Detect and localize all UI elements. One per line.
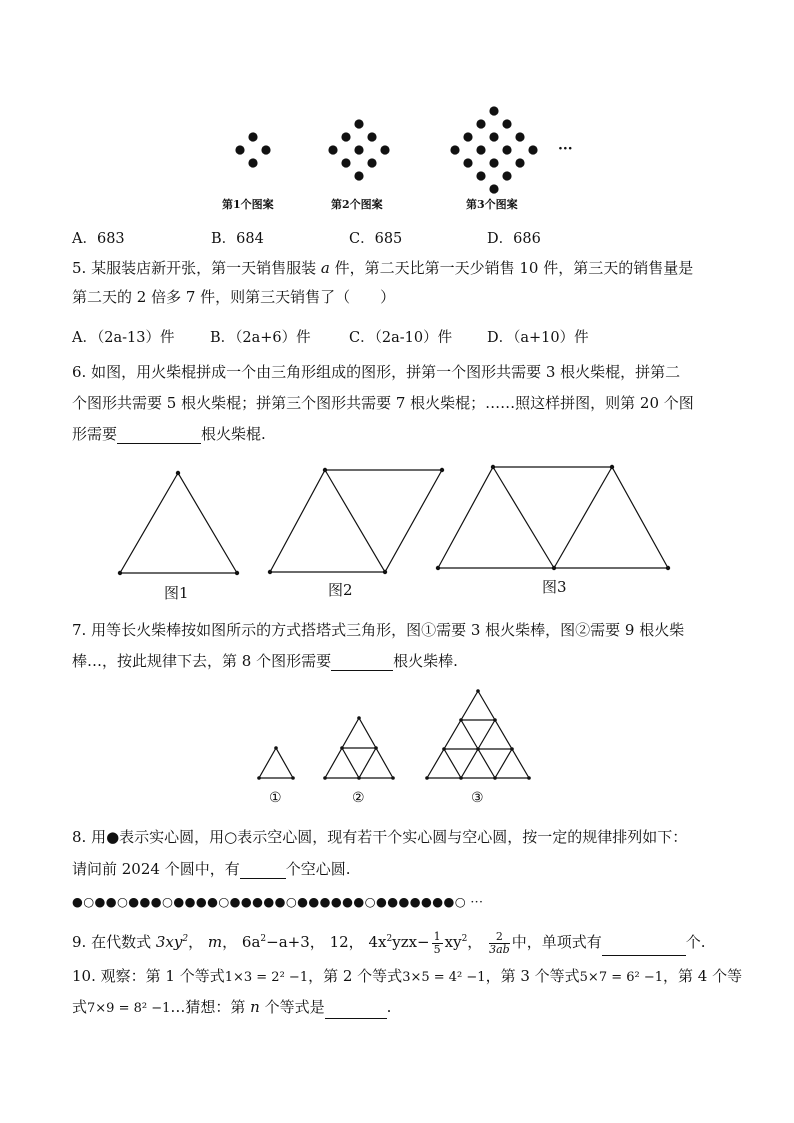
q9-expr-1: $3xy^2$ bbox=[155, 933, 189, 951]
pattern-caption-3: 第3个图案 bbox=[466, 198, 518, 211]
pattern-caption-1: 第1个图案 bbox=[222, 198, 274, 211]
q8-line-2: 请问前 2024 个圆中，有 个空心圆. bbox=[72, 860, 351, 878]
q4-option-c[interactable]: C．685 bbox=[349, 231, 403, 247]
q8-answer-blank[interactable] bbox=[240, 863, 286, 879]
q4-option-d[interactable]: D．686 bbox=[487, 231, 541, 247]
q5-option-d[interactable]: D．（a+10）件 bbox=[487, 330, 589, 346]
q5-line-1: 5. 某服装店新开张，第一天销售服装 a 件，第二天比第一天少销售 10 件，第三天的销售量是 bbox=[72, 259, 694, 277]
q7-line-1: 7. 用等长火柴棒按如图所示的方式搭塔式三角形，图①需要 3 根火柴棒，图②需要 9 根火柴 bbox=[72, 621, 685, 639]
q10-line-1: 10. 观察：第 1 个等式1×3 = 2² −1，第 2 个等式3×5 = 4² −1，第 3 个等式5×7 = 6² −1，第 4 个等 bbox=[72, 967, 743, 985]
q5-option-b[interactable]: B．（2a+6）件 bbox=[210, 330, 311, 346]
q6-fig-label-1: 图1 bbox=[164, 584, 189, 602]
q5-line-2: 第二天的 2 倍多 7 件，则第三天销售了（ ） bbox=[72, 288, 396, 306]
q5-option-a[interactable]: A．（2a-13）件 bbox=[72, 330, 175, 346]
q9-expr-5: $4x^2yzx-$ $\frac{1}{5}$ $xy^2$ bbox=[368, 929, 468, 956]
q9-expr-4: 12 bbox=[329, 933, 349, 951]
pattern-ellipsis: ··· bbox=[558, 141, 573, 157]
q8-circle-sequence: ●○●●○●●●○●●●●○●●●●●○●●●●●●○●●●●●●●○ ··· bbox=[72, 894, 484, 909]
q7-line-2: 棒…，按此规律下去，第 8 个图形需要 根火柴棒. bbox=[72, 652, 458, 670]
q10-answer-blank[interactable] bbox=[325, 1003, 387, 1019]
q7-fig-label-1: ① bbox=[269, 790, 282, 806]
q6-fig-label-3: 图3 bbox=[542, 578, 567, 596]
q9-expr-2: m bbox=[207, 933, 223, 951]
q6-line-3: 形需要 根火柴棍. bbox=[72, 425, 266, 443]
q6-line-1: 6. 如图，用火柴棍拼成一个由三角形组成的图形，拼第一个图形共需要 3 根火柴棍，拼第二 bbox=[72, 363, 681, 381]
q4-option-b[interactable]: B．684 bbox=[211, 231, 264, 247]
q7-fig-label-3: ③ bbox=[471, 790, 484, 806]
q6-fig-label-2: 图2 bbox=[328, 581, 353, 599]
q9-expr-3: $6a^2-a+3$ bbox=[241, 933, 310, 951]
pattern-caption-2: 第2个图案 bbox=[331, 198, 383, 211]
q6-line-2: 个图形共需要 5 根火柴棍；拼第三个图形共需要 7 根火柴棍；……照这样拼图，则第 20 个图 bbox=[72, 394, 694, 412]
q9-line: 9. 在代数式 $3xy^2$， m， $6a^2-a+3$， 12， $4x^2yzx-$ $\frac{1}{5}$ $xy^2$， $\frac{2}{3ab}$ 中，单项式有 个. bbox=[72, 929, 706, 956]
q9-expr-6: $\frac{2}{3ab}$ bbox=[489, 929, 510, 956]
q4-option-a[interactable]: A．683 bbox=[72, 231, 125, 247]
q10-line-2: 式7×9 = 8² −1…猜想：第 n 个等式是 . bbox=[72, 997, 391, 1019]
q7-fig-label-2: ② bbox=[352, 790, 365, 806]
q8-line-1: 8. 用●表示实心圆，用○表示空心圆，现有若干个实心圆与空心圆，按一定的规律排列如下： bbox=[72, 828, 688, 846]
q9-answer-blank[interactable] bbox=[602, 940, 686, 956]
q5-option-c[interactable]: C．（2a-10）件 bbox=[349, 330, 453, 346]
